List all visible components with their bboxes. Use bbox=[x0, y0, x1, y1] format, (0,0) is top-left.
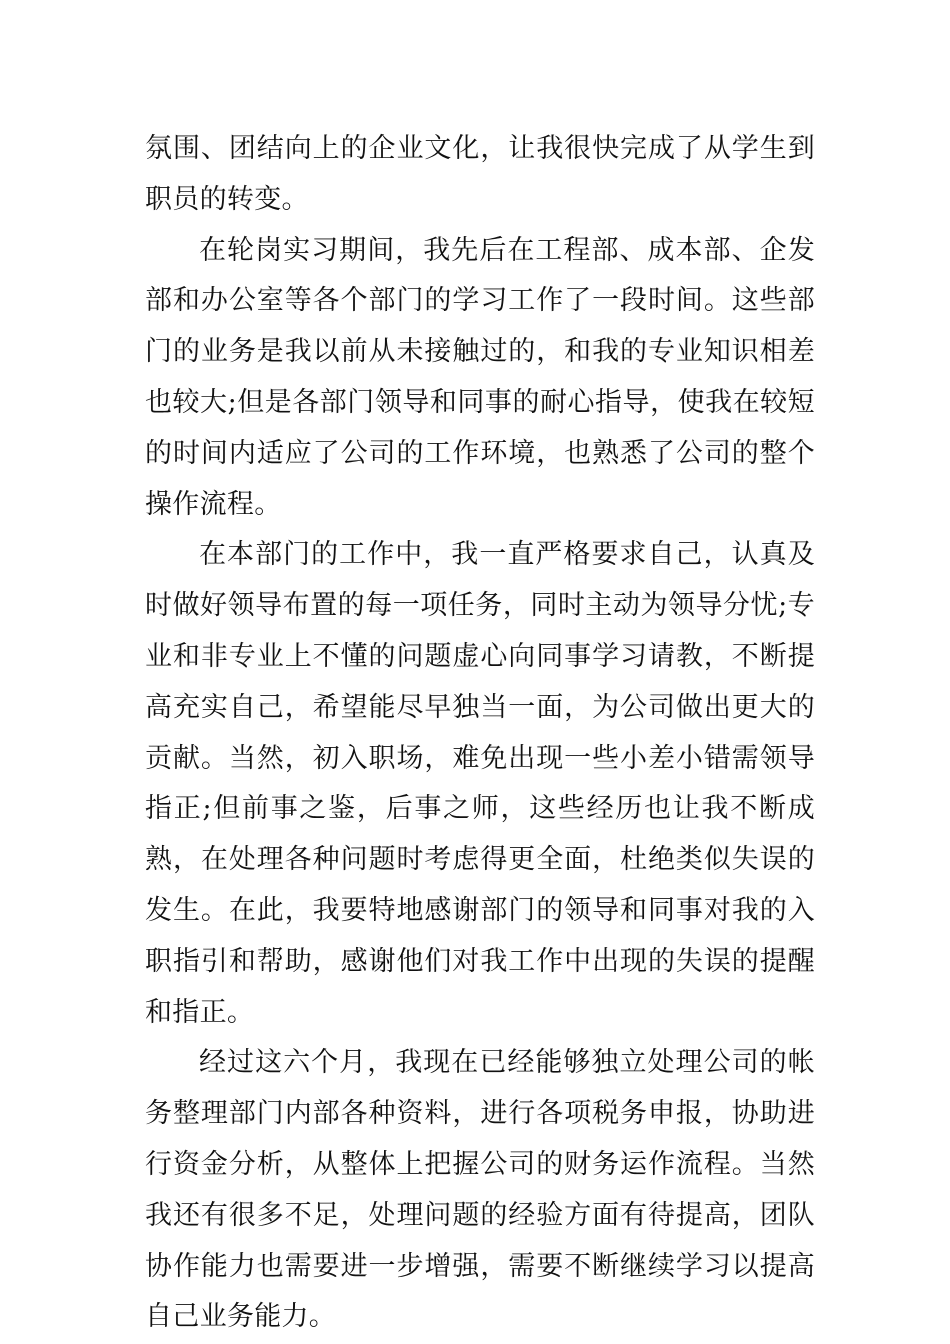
paragraph-six-month-summary: 经过这六个月，我现在已经能够独立处理公司的帐务整理部门内部各种资料，进行各项税务申报，协助进行资金分析，从整体上把握公司的财务运作流程。当然我还有很多不足，处理问题的经验方面有待提高，团队协作能力也需要进一步增强，需要不断继续学习以提高自己业务能力。 bbox=[145, 1047, 815, 1333]
paragraph-continuation: 氛围、团结向上的企业文化，让我很快完成了从学生到职员的转变。 bbox=[145, 133, 815, 215]
paragraph-department-work: 在本部门的工作中，我一直严格要求自己，认真及时做好领导布置的每一项任务，同时主动为领导分忧;专业和非专业上不懂的问题虚心向同事学习请教，不断提高充实自己，希望能尽早独当一面，为公司做出更大的贡献。当然，初入职场，难免出现一些小差小错需领导指正;但前事之鉴，后事之师，这些经历也让我不断成熟，在处理各种问题时考虑得更全面，杜绝类似失误的发生。在此，我要特地感谢部门的领导和同事对我的入职指引和帮助，感谢他们对我工作中出现的失误的提醒和指正。 bbox=[145, 539, 815, 1028]
paragraph-rotation-internship: 在轮岗实习期间，我先后在工程部、成本部、企发部和办公室等各个部门的学习工作了一段时间。这些部门的业务是我以前从未接触过的，和我的专业知识相差也较大;但是各部门领导和同事的耐心指导，使我在较短的时间内适应了公司的工作环境，也熟悉了公司的整个操作流程。 bbox=[145, 234, 815, 520]
document-body bbox=[145, 124, 815, 1343]
